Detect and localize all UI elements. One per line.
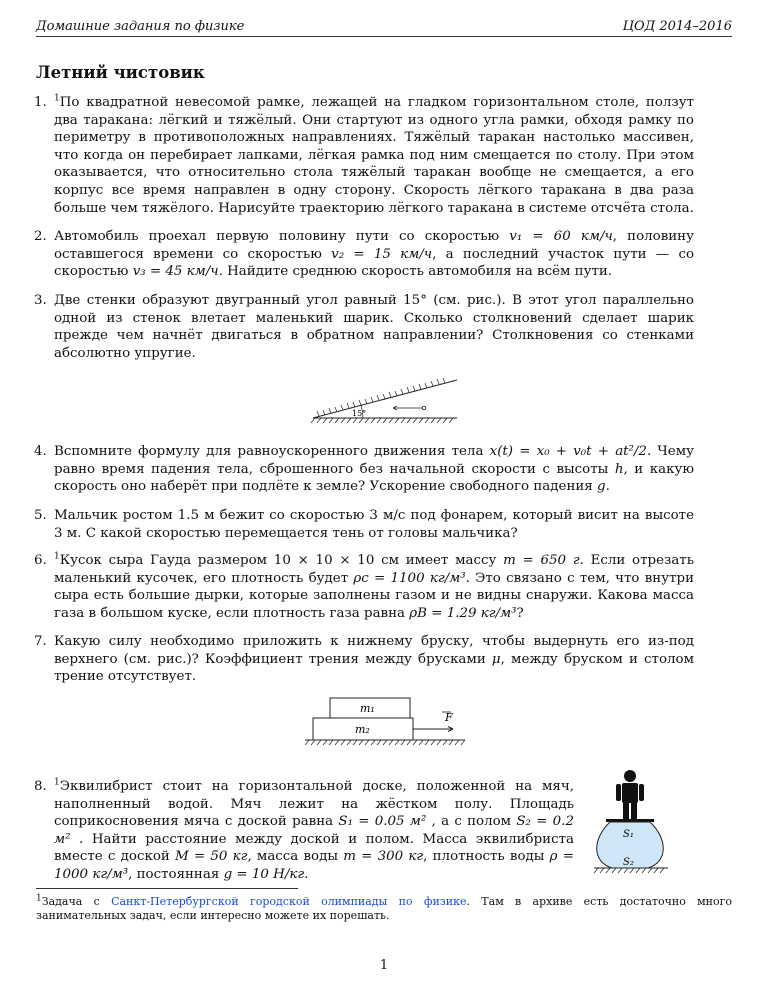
problem-2: 2. Автомобиль проехал первую половину пути со скоростью v₁ = 60 км/ч, половину оставшегося времени со скоростью v₂ = 15 км/ч, а последний участок пути — со скоростью v₃ = 45 км/ч. Найдите среднюю скорость автомобиля на всём пути. bbox=[34, 229, 695, 280]
problem-7: 7. Какую силу необходимо приложить к нижнему бруску, чтобы выдернуть его из-под верхнего (см. рис.)? Коэффициент трения между брусками μ, между бруском и столом трение отсутствует. bbox=[34, 634, 695, 685]
problem-1: 1. $^1$По квадратной невесомой рамке, лежащей на гладком горизонтальном столе, ползут два таракана: лёгкий и тяжёлый. Они стартуют из одного угла рамки, обходя рамку по периметру в противоположных направлениях. Тяжёлый таракан настолько массивен, что когда он перебирает лапками, лёгкая рамка под ним смещается по столу. При этом оказывается, что относительно стола тяжёлый таракан вообще не смещается, а его корпус все время направлен в одну сторону. Скорость лёгкого таракана в два раза больше чем тяжёлого. Нарисуйте траекторию лёгкого таракана в системе отсчёта стола. bbox=[34, 93, 694, 216]
force-label: F bbox=[445, 711, 453, 724]
angle-label: 15° bbox=[352, 409, 367, 418]
m2-label: m₂ bbox=[355, 723, 370, 736]
footnote-mark: 1 bbox=[54, 551, 60, 562]
problem-4: 4. Вспомните формулу для равноускоренного движения тела x(t) = x₀ + v₀t + at²/2. Чему равно время падения тела, сброшенного без начальной скорости с высоты h, и какую скорость оно наберёт при подлёте к земле? Ускорение свободного падения g. bbox=[34, 444, 695, 495]
footnote: $^1$Задача с Санкт-Петербургской городской олимпиады по физике. Там в архиве есть достаточно много занимательных задач, если интересно можете их порешать. bbox=[36, 893, 733, 922]
footnote-mark: 1 bbox=[54, 93, 60, 104]
equilibrist-diagram bbox=[590, 767, 672, 879]
page-header bbox=[36, 18, 732, 37]
problem-6: 6. $^1$Кусок сыра Гауда размером 10 × 10 × 10 см имеет массу m = 650 г. Если отрезать маленький кусочек, его плотность будет ρс = 1100 кг/м³. Это связано с тем, что внутри сыра есть большие дырки, которые заполнены газом и не видны снаружи. Какова масса газа в большом куске, если плотность газа равна ρB = 1.29 кг/м³? bbox=[34, 551, 694, 621]
footnote-mark: 1 bbox=[54, 777, 60, 788]
problem-3: 3. Две стенки образуют двугранный угол равный 15° (см. рис.). В этот угол параллельно одной из стенок влетает маленький шарик. Сколько столкновений сделает шарик прежде чем начнёт двигаться в обратном направлении? Столкновения со стенками абсолютно упругие. bbox=[34, 293, 694, 361]
section-title: Летний чистовик bbox=[36, 63, 205, 82]
header-right: ЦОД 2014–2016 bbox=[622, 19, 732, 34]
header-left: Домашние задания по физике bbox=[36, 19, 245, 34]
problem-8: 8. $^1$Эквилибрист стоит на горизонтальной доске, положенной на мяч, наполненный водой. Мяч лежит на жёстком полу. Площадь соприкосновения мяча с доской равна S₁ = 0.05 м² , а с полом S₂ = 0.2 м² . Найти расстояние между доской и полом. Масса эквилибриста вместе с доской M = 50 кг, масса воды m = 300 кг, плотность воды ρ = 1000 кг/м³, постоянная g = 10 Н/кг. bbox=[34, 777, 574, 882]
blocks-diagram bbox=[305, 696, 465, 756]
olympiad-link[interactable]: Санкт-Петербургской городской олимпиады по физике bbox=[111, 895, 467, 908]
problem-5: 5. Мальчик ростом 1.5 м бежит со скоростью 3 м/с под фонарем, который висит на высоте 3 м. С какой скоростью перемещается тень от головы мальчика? bbox=[34, 508, 694, 541]
wedge-diagram bbox=[305, 372, 465, 427]
footnote-divider bbox=[36, 888, 298, 889]
s2-label: S₂ bbox=[623, 857, 634, 868]
person-icon bbox=[616, 770, 644, 819]
m1-label: m₁ bbox=[360, 702, 375, 715]
s1-label: S₁ bbox=[623, 829, 634, 840]
page-number: 1 bbox=[379, 958, 389, 973]
